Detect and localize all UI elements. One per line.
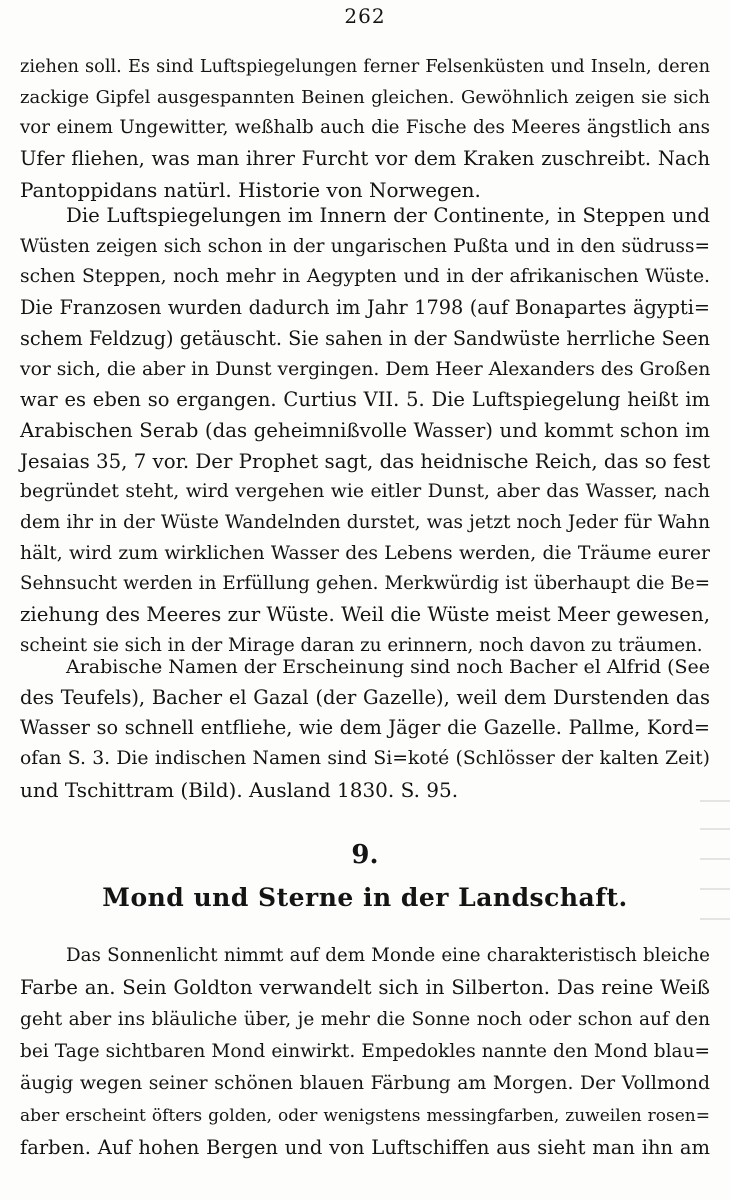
text-line: Wasser so schnell entfliehe, wie dem Jäger die Gazelle. Pallme, Kord= bbox=[20, 716, 710, 740]
text-line: Sehnsucht werden in Erfüllung gehen. Merkwürdig ist überhaupt die Be= bbox=[20, 573, 710, 595]
text-line: dem ihr in der Wüste Wandelnden durstet, was jetzt noch Jeder für Wahn bbox=[20, 512, 710, 534]
text-line: aber erscheint öfters golden, oder wenigstens messingfarben, zuweilen rosen= bbox=[20, 1106, 710, 1126]
text-line: äugig wegen seiner schönen blauen Färbung am Morgen. Der Vollmond bbox=[20, 1073, 710, 1094]
section-title: Mond und Sterne in der Landschaft. bbox=[102, 883, 628, 912]
text-line: war es eben so ergangen. Curtius VII. 5. Die Luftspiegelung heißt im bbox=[20, 388, 710, 412]
bleed-through-mark bbox=[700, 828, 730, 830]
text-line: schem Feldzug) getäuscht. Sie sahen in der Sandwüste herrliche Seen bbox=[20, 326, 710, 350]
text-line: Ufer fliehen, was man ihrer Furcht vor dem Kraken zuschreibt. Nach bbox=[20, 147, 710, 171]
text-line: ziehen soll. Es sind Luftspiegelungen ferner Felsenküsten und Inseln, deren bbox=[20, 57, 710, 77]
text-line: vor einem Ungewitter, weßhalb auch die Fische des Meeres ängstlich ans bbox=[20, 117, 710, 139]
text-line: Wüsten zeigen sich schon in der ungarischen Pußta und in den südruss= bbox=[20, 235, 710, 257]
text-line: begründet steht, wird vergehen wie eitler Dunst, aber das Wasser, nach bbox=[20, 481, 710, 503]
bleed-through-mark bbox=[700, 800, 730, 802]
text-line: ofan S. 3. Die indischen Namen sind Si=koté (Schlösser der kalten Zeit) bbox=[20, 748, 710, 770]
page-number: 262 bbox=[344, 4, 386, 28]
paragraph-arabic-names bbox=[20, 652, 710, 806]
text-line: vor sich, die aber in Dunst vergingen. Dem Heer Alexanders des Großen bbox=[20, 358, 711, 380]
text-line: Die Luftspiegelungen im Innern der Continente, in Steppen und bbox=[66, 204, 710, 227]
paragraph-mirage-deserts bbox=[20, 201, 710, 662]
bleed-through-mark bbox=[700, 858, 730, 860]
text-line: zackige Gipfel ausgespannten Beinen gleichen. Gewöhnlich zeigen sie sich bbox=[20, 86, 710, 108]
text-line: und Tschittram (Bild). Ausland 1830. S. 95. bbox=[20, 777, 459, 802]
text-line: hält, wird zum wirklichen Wasser des Lebens werden, die Träume eurer bbox=[20, 542, 710, 564]
paragraph-mirage-coast bbox=[20, 52, 710, 206]
text-line: scheint sie sich in der Mirage daran zu erinnern, noch davon zu träumen. bbox=[20, 634, 703, 656]
text-line: Arabischen Serab (das geheimnißvolle Wasser) und kommt schon im bbox=[20, 418, 710, 442]
text-line: Jesaias 35, 7 vor. Der Prophet sagt, das heidnische Reich, das so fest bbox=[20, 449, 711, 473]
text-line: Das Sonnenlicht nimmt auf dem Monde eine charakteristisch bleiche bbox=[66, 945, 710, 966]
section-number: 9. bbox=[351, 840, 379, 870]
text-line: Die Franzosen wurden dadurch im Jahr 1798 (auf Bonapartes ägypti= bbox=[20, 296, 710, 320]
text-line: geht aber ins bläuliche über, je mehr die Sonne noch oder schon auf den bbox=[20, 1009, 710, 1030]
text-line: Farbe an. Sein Goldton verwandelt sich in Silberton. Das reine Weiß bbox=[20, 976, 710, 999]
text-line: schen Steppen, noch mehr in Aegypten und in der afrikanischen Wüste. bbox=[20, 266, 710, 288]
bleed-through-mark bbox=[700, 918, 730, 920]
text-line: ziehung des Meeres zur Wüste. Weil die Wüste meist Meer gewesen, bbox=[20, 603, 710, 627]
text-line: Arabische Namen der Erscheinung sind noch Bacher el Alfrid (See bbox=[66, 656, 710, 678]
text-line: des Teufels), Bacher el Gazal (der Gazelle), weil dem Durstenden das bbox=[20, 685, 710, 709]
text-line: Pantoppidans natürl. Historie von Norwegen. bbox=[20, 177, 481, 202]
paragraph-moonlight bbox=[20, 940, 710, 1164]
text-line: bei Tage sichtbaren Mond einwirkt. Empedokles nannte den Mond blau= bbox=[20, 1041, 710, 1062]
bleed-through-mark bbox=[700, 888, 730, 890]
text-line: farben. Auf hohen Bergen und von Luftschiffen aus sieht man ihn am bbox=[20, 1136, 710, 1159]
